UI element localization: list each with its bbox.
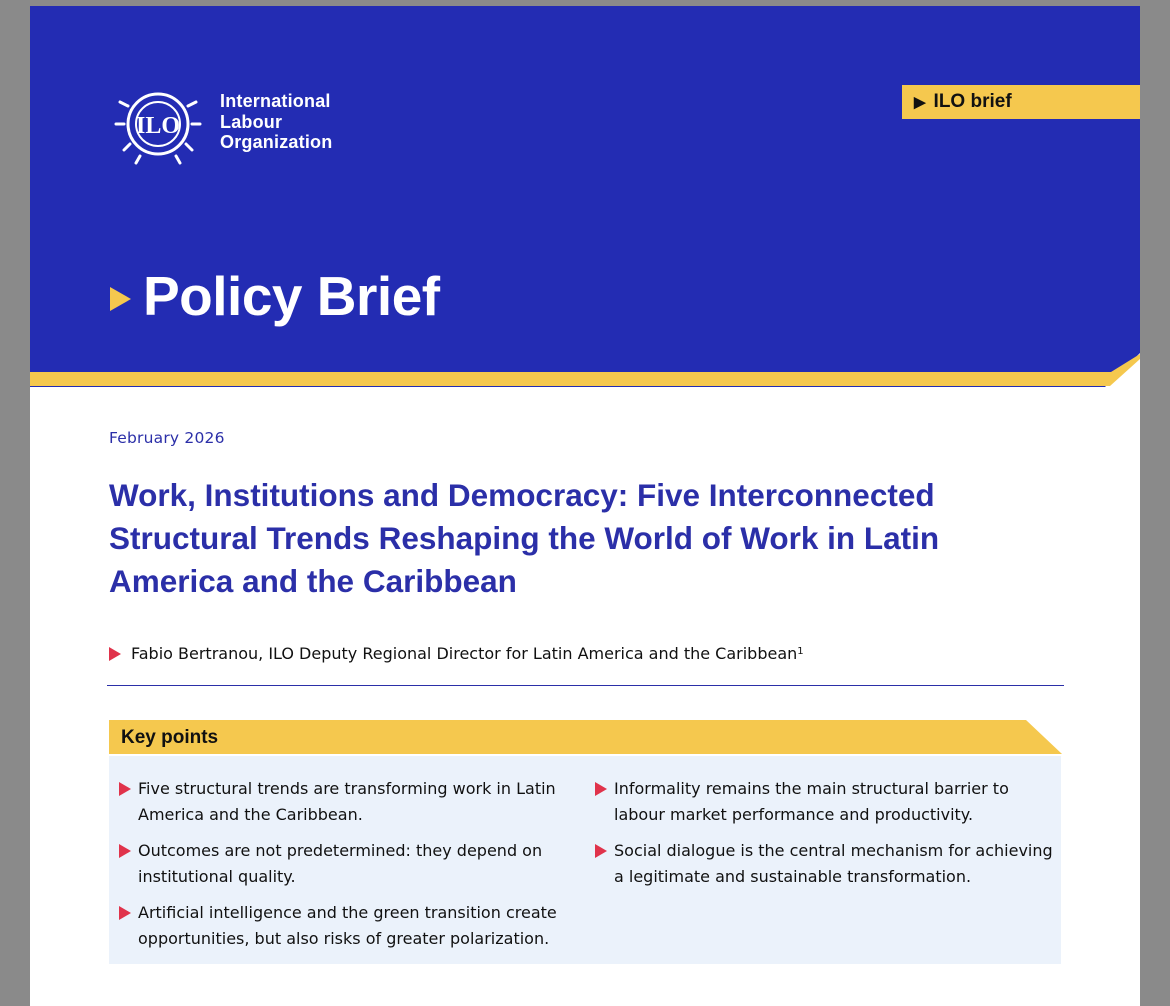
key-points-heading: Key points bbox=[121, 727, 219, 748]
author-text: Fabio Bertranou, ILO Deputy Regional Director for Latin America and the Caribbean bbox=[131, 644, 798, 663]
key-points-right-column bbox=[595, 776, 1055, 900]
key-point-item bbox=[119, 838, 569, 889]
publication-date: February 2026 bbox=[109, 429, 225, 447]
header-banner bbox=[30, 6, 1140, 394]
tag-label: ILO brief bbox=[933, 91, 1012, 112]
ilo-emblem-icon bbox=[110, 84, 210, 166]
triangle-bullet-icon bbox=[109, 647, 121, 661]
key-point-text: Social dialogue is the central mechanism for achieving a legitimate and sustainable transformation. bbox=[614, 841, 1053, 886]
play-triangle-icon: ▶ bbox=[914, 94, 926, 111]
document-page bbox=[30, 6, 1140, 1006]
triangle-bullet-icon bbox=[110, 287, 131, 311]
ilo-brief-tag bbox=[902, 85, 1140, 119]
triangle-bullet-icon bbox=[119, 782, 131, 796]
triangle-bullet-icon bbox=[595, 782, 607, 796]
key-point-item bbox=[595, 776, 1055, 827]
key-point-item bbox=[595, 838, 1055, 889]
triangle-bullet-icon bbox=[119, 844, 131, 858]
org-name-line-1: International bbox=[220, 91, 331, 111]
logo-text: ILO bbox=[135, 113, 181, 139]
key-point-item bbox=[119, 900, 569, 951]
triangle-bullet-icon bbox=[119, 906, 131, 920]
key-point-text: Five structural trends are transforming work in Latin America and the Caribbean. bbox=[138, 779, 556, 824]
key-point-text: Artificial intelligence and the green transition create opportunities, but also risks of greater polarization. bbox=[138, 903, 557, 948]
author-line bbox=[109, 644, 804, 663]
footnote-marker[interactable]: 1 bbox=[797, 646, 804, 657]
key-points-left-column bbox=[119, 776, 569, 962]
key-points-header-band bbox=[109, 720, 1062, 756]
divider bbox=[107, 685, 1064, 686]
series-title-text: Policy Brief bbox=[143, 265, 440, 327]
key-point-item bbox=[119, 776, 569, 827]
org-name-line-3: Organization bbox=[220, 132, 333, 152]
key-point-text: Informality remains the main structural barrier to labour market performance and productivity. bbox=[614, 779, 1009, 824]
document-title: Work, Institutions and Democracy: Five Interconnected Structural Trends Reshaping the World of Work in Latin America and the Caribbean bbox=[109, 477, 940, 599]
key-point-text: Outcomes are not predetermined: they depend on institutional quality. bbox=[138, 841, 543, 886]
organization-name bbox=[220, 91, 332, 153]
triangle-bullet-icon bbox=[595, 844, 607, 858]
series-title bbox=[110, 264, 440, 328]
org-name-line-2: Labour bbox=[220, 111, 283, 132]
key-points-panel bbox=[109, 756, 1061, 964]
